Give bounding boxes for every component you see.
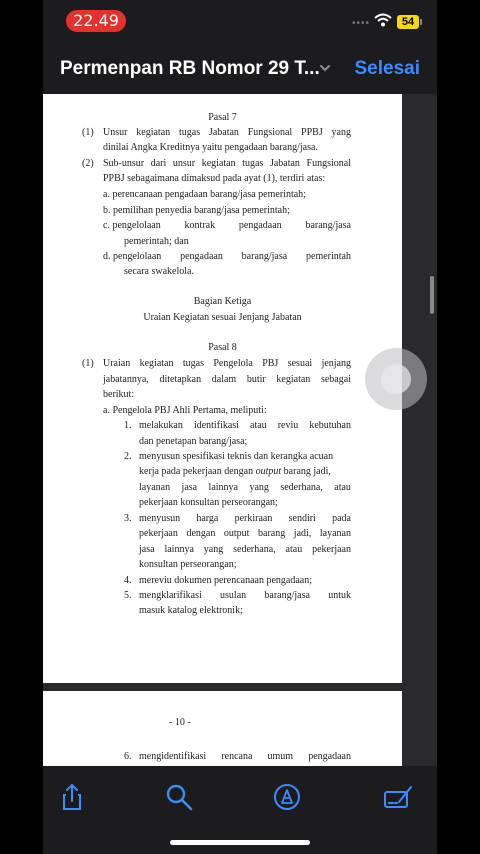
- text-line: dan penetapan barang/jasa;: [139, 436, 248, 447]
- clause-number: (1): [82, 358, 94, 369]
- list-item: a. Pengelola PBJ Ahli Pertama, meliputi:: [103, 405, 267, 416]
- item-number: 6.: [124, 751, 132, 762]
- list-item: c. pengelolaan kontrak pengadaan barang/jasa: [103, 220, 351, 231]
- scroll-indicator[interactable]: [430, 276, 434, 314]
- text-line: menyusun spesifikasi teknis dan kerangka acuan: [139, 451, 334, 462]
- document-viewer[interactable]: [43, 94, 437, 766]
- status-bar: [43, 0, 437, 44]
- annotate-icon[interactable]: [383, 782, 413, 812]
- article-heading: Pasal 7: [208, 112, 237, 123]
- text-line: secara swakelola.: [124, 266, 194, 277]
- done-button[interactable]: Selesai: [354, 58, 420, 79]
- list-item: d. pengelolaan pengadaan barang/jasa pemerintah: [103, 251, 351, 262]
- assistive-touch-button[interactable]: [365, 348, 427, 410]
- search-icon[interactable]: [164, 782, 194, 812]
- item-number: 3.: [124, 513, 132, 524]
- item-number: 5.: [124, 590, 132, 601]
- text-line: dinilai Angka Kreditnya yaitu pengadaan barang/jasa.: [103, 142, 318, 153]
- phone-screen: [43, 0, 437, 854]
- wifi-icon: [374, 13, 392, 27]
- text-line: Sub-unsur dari unsur kegiatan tugas Jabatan Fungsional: [103, 158, 351, 169]
- cellular-signal-icon: ••••: [352, 18, 371, 29]
- text-line: jasa lainnya yang sederhana, atau pekerjaan: [139, 544, 351, 555]
- item-number: 2.: [124, 451, 132, 462]
- section-heading: Bagian Ketiga: [193, 296, 252, 307]
- chevron-down-icon[interactable]: [318, 61, 332, 75]
- text-line: Unsur kegiatan tugas Jabatan Fungsional PPBJ yang: [103, 127, 351, 138]
- markup-icon[interactable]: [272, 782, 302, 812]
- text-line: mengidentifikasi rencana umum pengadaan: [139, 751, 351, 762]
- nav-bar: [43, 44, 437, 94]
- document-page: [43, 691, 402, 766]
- text-line: mereviu dokumen perencanaan pengadaan;: [139, 575, 312, 586]
- text-line: pemerintah; dan: [124, 236, 189, 247]
- document-title[interactable]: Permenpan RB Nomor 29 T...: [60, 58, 320, 79]
- text-line: berikut:: [103, 389, 135, 400]
- text-line: jabatannya, ditetapkan dalam butir kegiatan sebagai: [103, 374, 351, 385]
- article-heading: Pasal 8: [208, 342, 237, 353]
- text-line: pekerjaan konsultan perseorangan;: [139, 497, 278, 508]
- home-indicator[interactable]: [170, 840, 310, 845]
- document-page: [43, 94, 402, 683]
- text-line: masuk katalog elektronik;: [139, 605, 243, 616]
- text-line: mengklarifikasi usulan barang/jasa untuk: [139, 590, 351, 601]
- text-line: kerja pada pekerjaan dengan output barang jadi,: [139, 466, 331, 477]
- item-number: 1.: [124, 420, 132, 431]
- list-item: b. pemilihan penyedia barang/jasa pemerintah;: [103, 205, 290, 216]
- text-line: konsultan perseorangan;: [139, 559, 237, 570]
- clause-number: (2): [82, 158, 94, 169]
- item-number: 4.: [124, 575, 132, 586]
- page-number: - 10 -: [169, 717, 191, 728]
- text-line: melakukan identifikasi atau reviu kebutuhan: [139, 420, 351, 431]
- battery-icon: 54: [397, 15, 419, 29]
- text-line: pekerjaan dengan output barang jadi, layanan: [139, 528, 351, 539]
- clause-number: (1): [82, 127, 94, 138]
- text-line: menyusun harga perkiraan sendiri pada: [139, 513, 351, 524]
- text-line: PPBJ sebagaimana dimaksud pada ayat (1), terdiri atas:: [103, 173, 326, 184]
- status-time[interactable]: 22.49: [66, 10, 126, 32]
- text-line: layanan jasa lainnya yang sederhana, atau: [139, 482, 351, 493]
- list-item: a. perencanaan pengadaan barang/jasa pemerintah;: [103, 189, 306, 200]
- text-line: Uraian kegiatan tugas Pengelola PBJ sesuai jenjang: [103, 358, 351, 369]
- share-icon[interactable]: [57, 782, 87, 812]
- section-subheading: Uraian Kegiatan sesuai Jenjang Jabatan: [143, 312, 302, 323]
